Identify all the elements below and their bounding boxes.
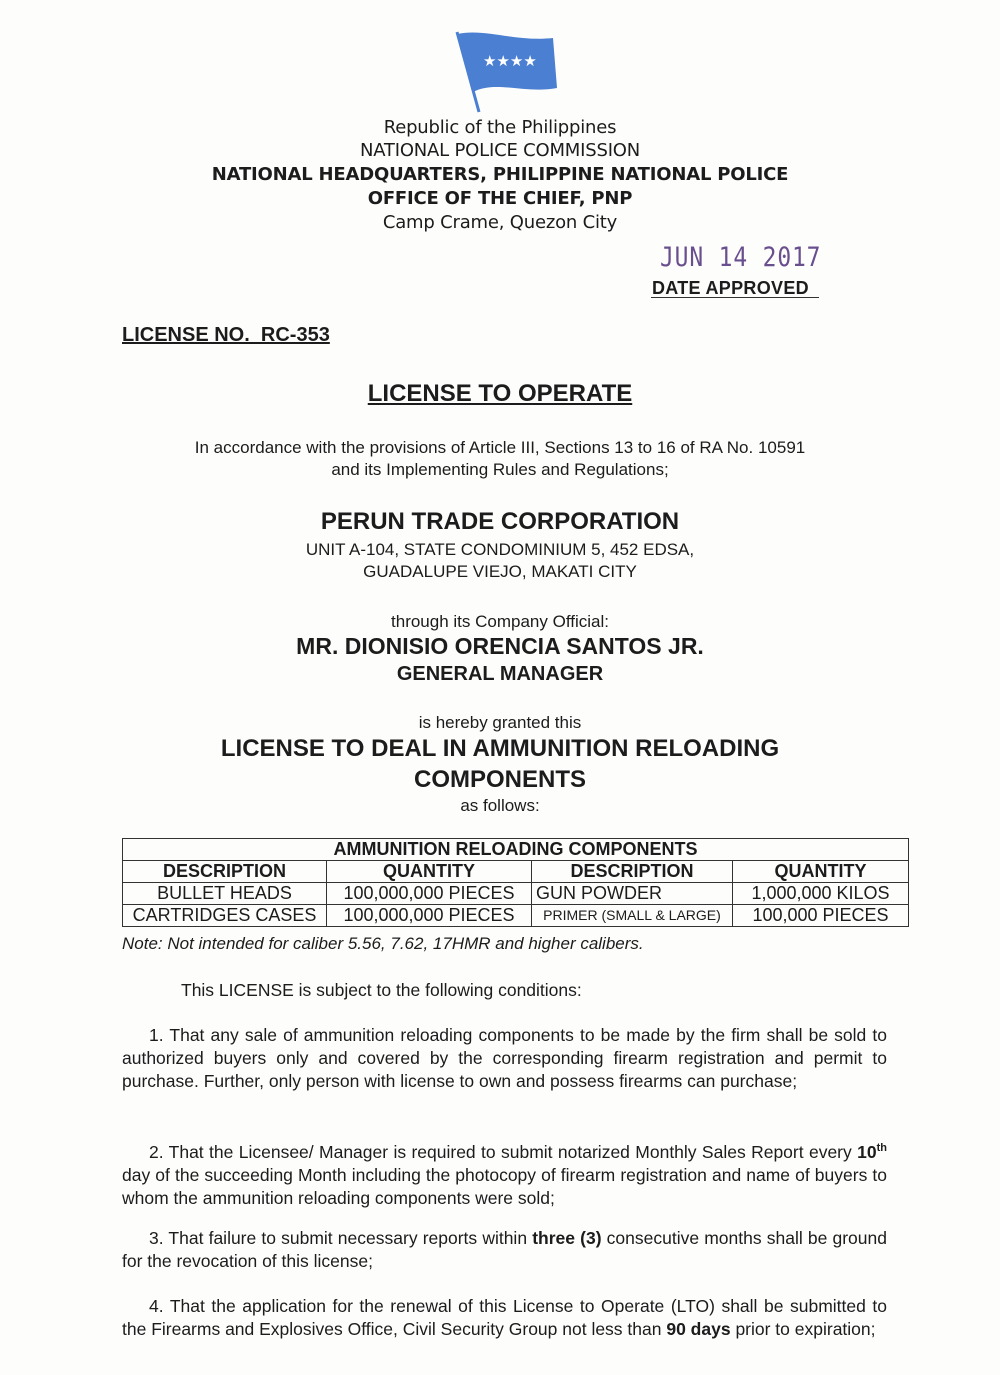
grant-intro: is hereby granted this xyxy=(418,713,582,732)
table-cell: 1,000,000 KILOS xyxy=(733,883,909,905)
official-name: MR. DIONISIO ORENCIA SANTOS JR. xyxy=(296,633,704,659)
license-type-line1: LICENSE TO DEAL IN AMMUNITION RELOADING xyxy=(220,735,780,762)
preamble-line2: and its Implementing Rules and Regulations; xyxy=(331,460,669,479)
condition-4: 4. That the application for the renewal of this License to Operate (LTO) shall be submitted to the Firearms and Explosives Office, Civil Security Group not less than 90 days prior to expiration; xyxy=(122,1296,887,1339)
header-republic: Republic of the Philippines xyxy=(383,117,617,138)
column-header: DESCRIPTION xyxy=(123,861,327,883)
column-header: DESCRIPTION xyxy=(532,861,733,883)
condition-2: 2. That the Licensee/ Manager is required to submit notarized Monthly Sales Report every 10th day of the succeeding Month including the photocopy of firearm registration and name of buyers to whom the ammunition reloading components were sold; xyxy=(122,1141,887,1208)
date-approved-label: DATE APPROVED xyxy=(652,278,809,298)
table-row xyxy=(123,905,909,927)
official-intro: through its Company Official: xyxy=(391,612,609,631)
official-position: GENERAL MANAGER xyxy=(396,663,604,685)
table-cell: 100,000 PIECES xyxy=(733,905,909,927)
grant-outro: as follows: xyxy=(460,796,540,815)
column-header: QUANTITY xyxy=(733,861,909,883)
column-header: QUANTITY xyxy=(327,861,532,883)
pnp-flag-icon xyxy=(445,28,565,116)
components-table xyxy=(122,838,909,927)
license-type-line2: COMPONENTS xyxy=(413,766,586,793)
condition-1: 1. That any sale of ammunition reloading components to be made by the firm shall be sold to authorized buyers only and covered by the corresponding firearm registration and permit to purchase. Further, only person with license to own and possess firearms can purchase; xyxy=(122,1025,887,1091)
table-title: AMMUNITION RELOADING COMPONENTS xyxy=(123,839,909,861)
license-title: LICENSE TO OPERATE xyxy=(367,380,633,407)
table-cell: PRIMER (SMALL & LARGE) xyxy=(532,905,733,927)
table-cell: 100,000,000 PIECES xyxy=(327,883,532,905)
table-cell: CARTRIDGES CASES xyxy=(123,905,327,927)
company-address1: UNIT A-104, STATE CONDOMINIUM 5, 452 EDSA, xyxy=(305,540,695,559)
table-header-row xyxy=(123,861,909,883)
header-napolcom: NATIONAL POLICE COMMISSION xyxy=(359,140,641,161)
table-cell: GUN POWDER xyxy=(532,883,733,905)
condition-3: 3. That failure to submit necessary reports within three (3) consecutive months shall be ground for the revocation of this license; xyxy=(122,1228,887,1271)
table-note: Note: Not intended for caliber 5.56, 7.62, 17HMR and higher calibers. xyxy=(122,934,644,953)
flag-stars: ★★★★ xyxy=(483,52,537,70)
table-row xyxy=(123,883,909,905)
table-cell: 100,000,000 PIECES xyxy=(327,905,532,927)
date-stamp: JUN 14 2017 xyxy=(660,242,822,273)
company-address2: GUADALUPE VIEJO, MAKATI CITY xyxy=(363,562,637,581)
conditions-intro: This LICENSE is subject to the following conditions: xyxy=(181,980,582,1000)
header-office: OFFICE OF THE CHIEF, PNP xyxy=(367,188,633,209)
table-cell: BULLET HEADS xyxy=(123,883,327,905)
header-location: Camp Crame, Quezon City xyxy=(382,212,618,233)
company-name: PERUN TRADE CORPORATION xyxy=(320,508,680,535)
pnp-flag-logo xyxy=(445,28,565,121)
license-number: LICENSE NO. RC-353 xyxy=(122,324,330,346)
preamble-line1: In accordance with the provisions of Article III, Sections 13 to 16 of RA No. 10591 xyxy=(194,438,806,457)
header-nhq: NATIONAL HEADQUARTERS, PHILIPPINE NATIONAL POLICE xyxy=(211,164,789,185)
table-title-row xyxy=(123,839,909,861)
